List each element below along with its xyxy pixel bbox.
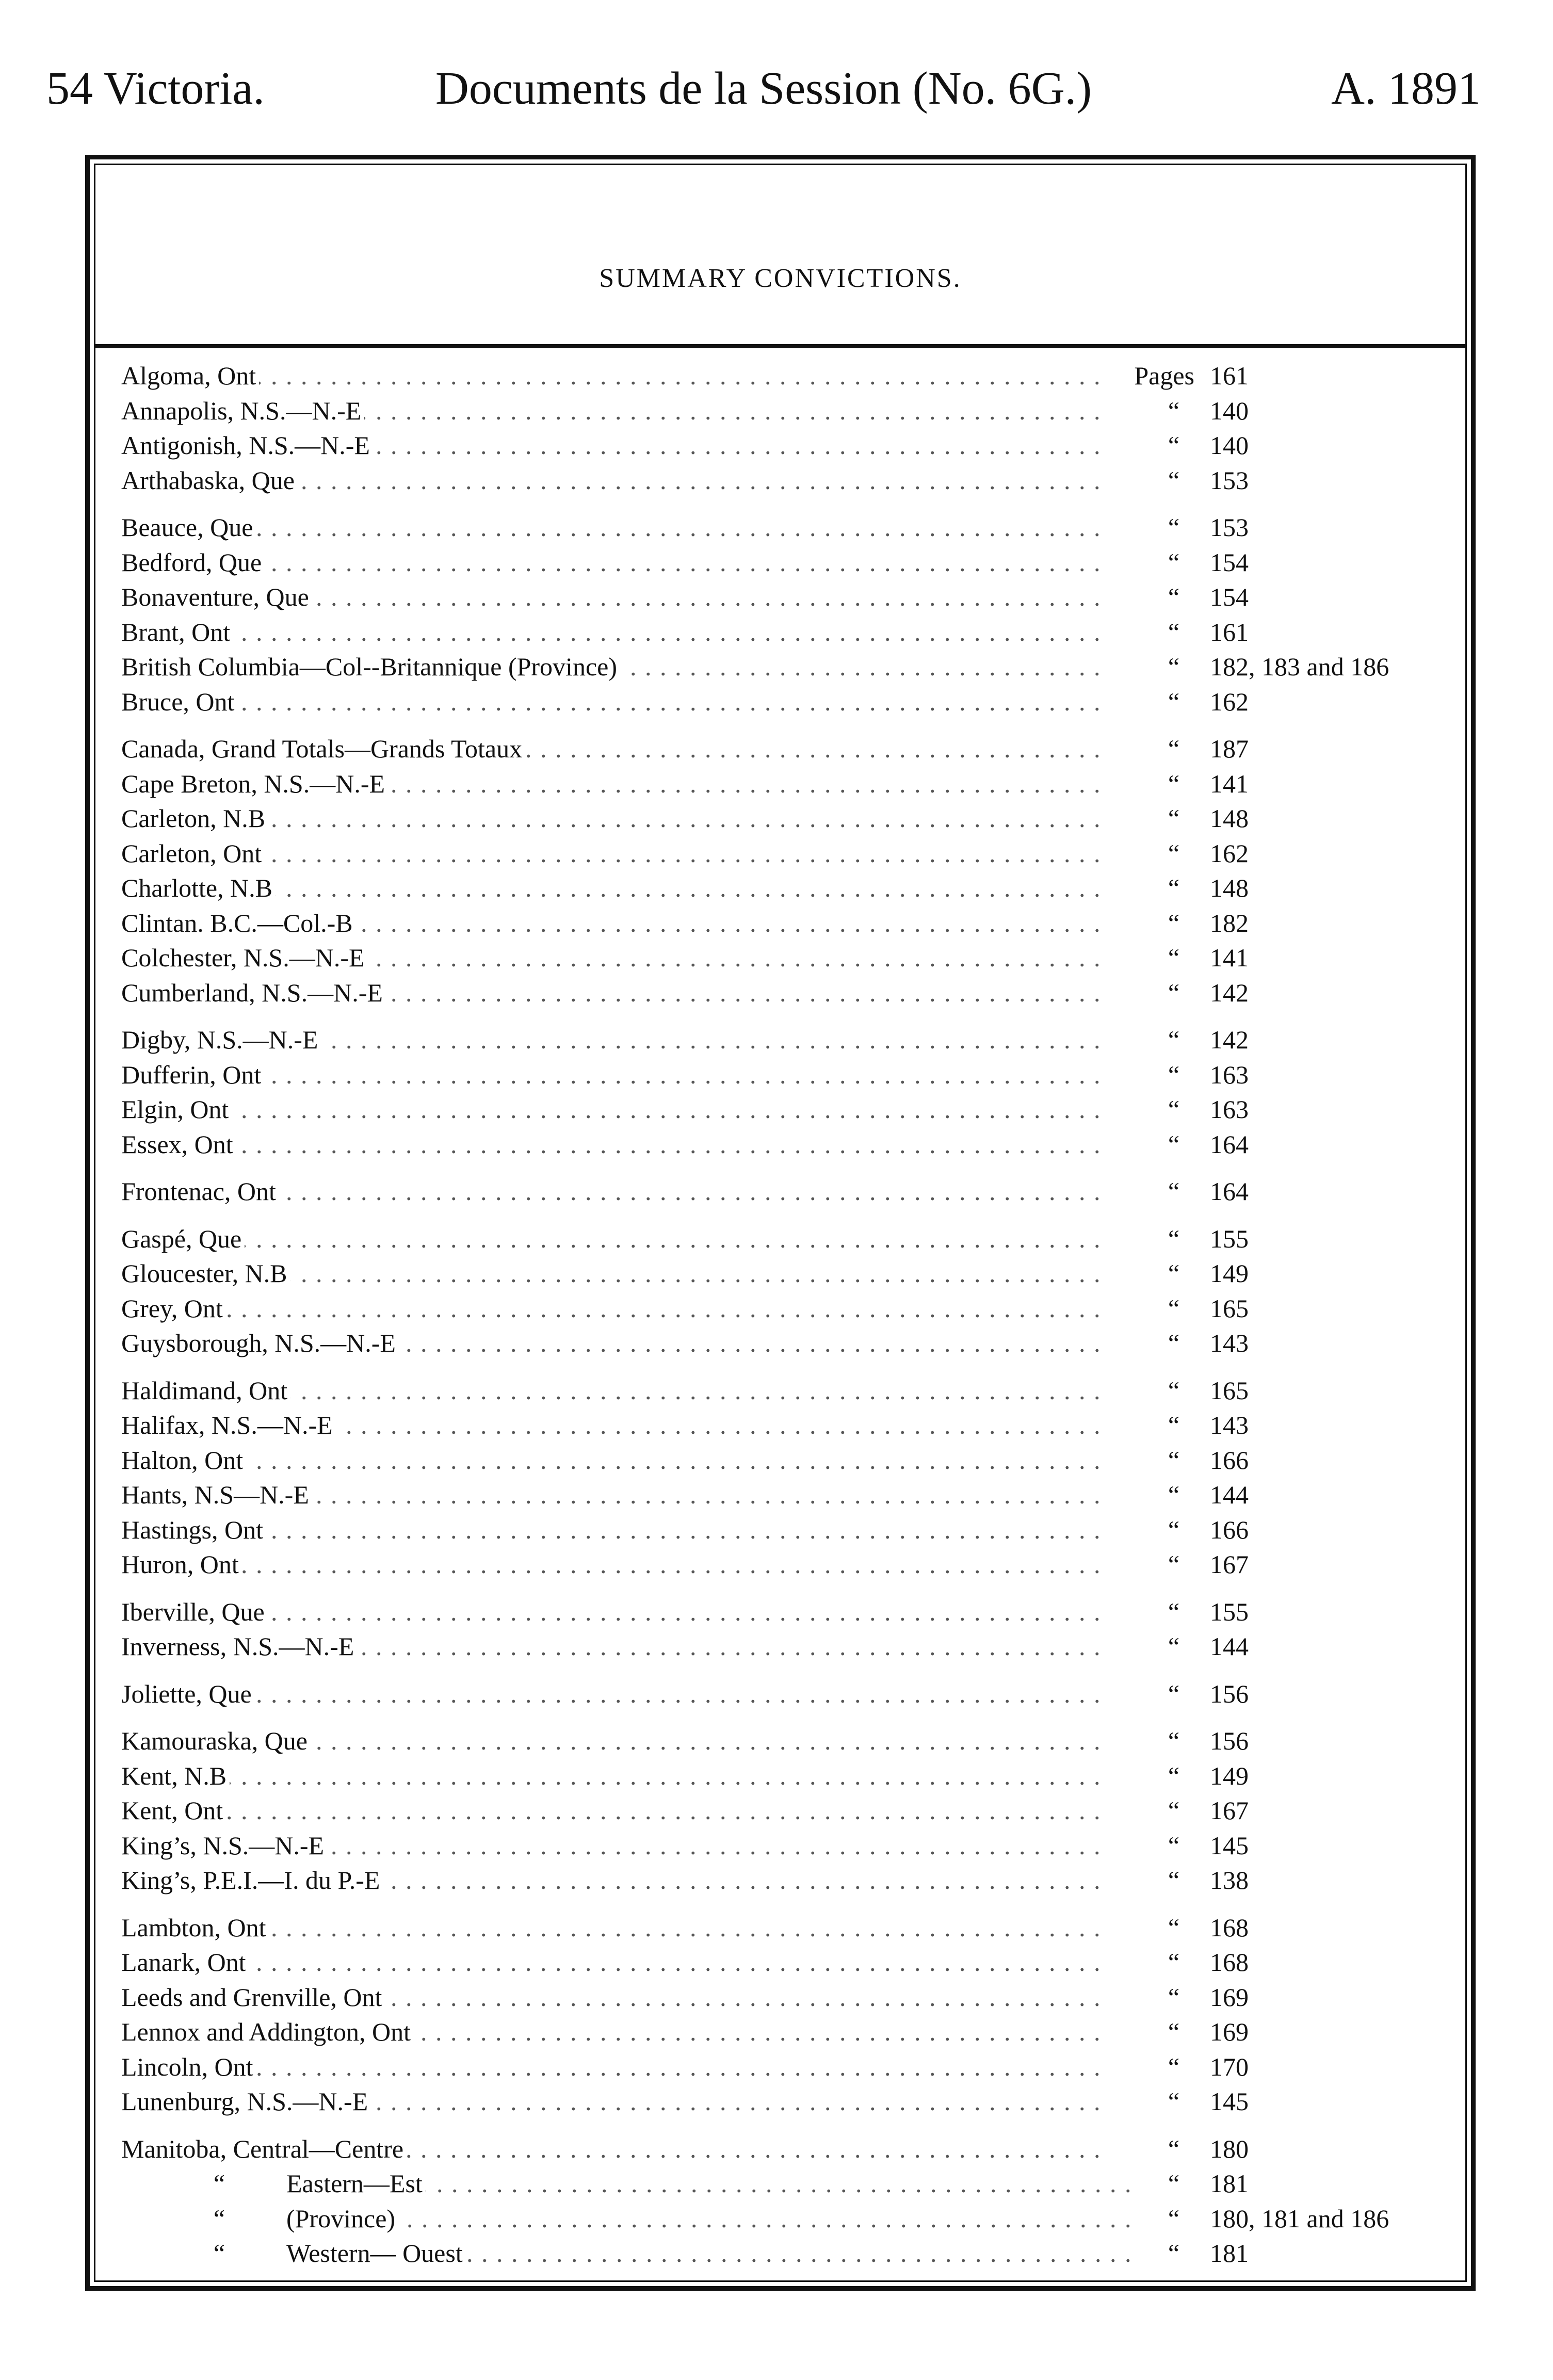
entry-name: Bonaventure, Que . . . xyxy=(121,580,1099,615)
entry-page: 143 xyxy=(1210,1329,1249,1357)
entry-page: 180 xyxy=(1210,2134,1249,2163)
entry-page: 170 xyxy=(1210,2052,1249,2081)
ditto-mark: “ xyxy=(1168,1445,1180,1475)
entry-name: Elgin, Ont . . . xyxy=(121,1092,1099,1127)
entry-name: Carleton, N.B . . . xyxy=(121,801,1099,836)
ditto-mark: “ xyxy=(1168,1095,1180,1124)
entry-page: 141 xyxy=(1210,769,1249,798)
index-entry xyxy=(121,1291,1442,1326)
ditto-mark: “ xyxy=(1168,769,1180,798)
index-entry xyxy=(121,428,1442,463)
ditto-mark: “ xyxy=(1168,1129,1180,1159)
entry-name: Clintan. B.C.—Col.-B . . . xyxy=(121,906,1099,941)
entry-page: 155 xyxy=(1210,1597,1249,1626)
page-header xyxy=(46,62,1481,129)
entry-page: 142 xyxy=(1210,978,1249,1007)
entry-page: 168 xyxy=(1210,1948,1249,1977)
index-entry xyxy=(121,545,1442,580)
entry-name: Digby, N.S.—N.-E . . . xyxy=(121,1023,1099,1058)
header-session: 54 Victoria. xyxy=(46,63,265,114)
index-entry xyxy=(121,836,1442,871)
entry-page: 149 xyxy=(1210,1259,1249,1288)
entry-name: Gloucester, N.B . . . xyxy=(121,1256,1099,1291)
ditto-mark: “ xyxy=(1168,431,1180,460)
ditto-mark: “ xyxy=(1168,687,1180,716)
entry-page: 181 xyxy=(1210,2169,1249,2198)
ditto-mark: “ xyxy=(1168,2169,1180,2198)
entry-name: Joliette, Que . . . xyxy=(121,1677,1099,1712)
index-entry xyxy=(121,732,1442,767)
entry-page: 148 xyxy=(1210,873,1249,902)
entry-name: Huron, Ont . . . xyxy=(121,1547,1099,1582)
entry-page: 144 xyxy=(1210,1632,1249,1661)
index-frame xyxy=(85,155,1476,2291)
ditto-mark: “ xyxy=(1168,617,1180,646)
entry-name: Lambton, Ont . . . xyxy=(121,1911,1099,1946)
entry-name: Halton, Ont . . . xyxy=(121,1443,1099,1478)
pages-label: Pages xyxy=(1134,361,1194,390)
ditto-mark: “ xyxy=(1168,943,1180,972)
header-document-title: Documents de la Session (No. 6G.) xyxy=(435,63,1092,114)
entry-page: 156 xyxy=(1210,1726,1249,1755)
ditto-mark: “ xyxy=(1168,734,1180,763)
entry-name: Canada, Grand Totals—Grands Totaux . . . xyxy=(121,732,1099,767)
ditto-mark: “ xyxy=(1168,652,1180,681)
entry-name: Iberville, Que . . . xyxy=(121,1595,1099,1630)
index-entry xyxy=(121,906,1442,941)
entry-name: Manitoba, Central—Centre . . . xyxy=(121,2132,1099,2167)
index-entry xyxy=(121,767,1442,802)
index-entry xyxy=(121,1326,1442,1361)
entry-name: Leeds and Grenville, Ont . . . xyxy=(121,1980,1099,2015)
ditto-mark: “ xyxy=(1168,465,1180,495)
entry-name: Hastings, Ont . . . xyxy=(121,1513,1099,1548)
index-entry xyxy=(121,1023,1442,1058)
index-entry xyxy=(121,1629,1442,1664)
entry-name: Antigonish, N.S.—N.-E . . . xyxy=(121,428,1099,463)
ditto-mark: “ xyxy=(1168,2204,1180,2233)
ditto-mark: “ xyxy=(1168,1948,1180,1977)
ditto-mark: “ xyxy=(1168,1632,1180,1661)
entry-name: Guysborough, N.S.—N.-E . . . xyxy=(121,1326,1099,1361)
sub-entry-ditto: “ xyxy=(213,2204,225,2233)
index-entry xyxy=(121,2166,1442,2201)
entry-page: 142 xyxy=(1210,1025,1249,1054)
ditto-mark: “ xyxy=(1168,2087,1180,2116)
ditto-mark: “ xyxy=(1168,804,1180,833)
entry-name: Frontenac, Ont . . . xyxy=(121,1174,1099,1209)
entry-page: 182, 183 and 186 xyxy=(1210,652,1389,681)
entry-name: Dufferin, Ont . . . xyxy=(121,1058,1099,1093)
ditto-mark: “ xyxy=(1168,1597,1180,1626)
header-year: A. 1891 xyxy=(1331,63,1481,114)
entry-name: Kamouraska, Que . . . xyxy=(121,1724,1099,1759)
entry-page: 156 xyxy=(1210,1679,1249,1708)
entry-page: 165 xyxy=(1210,1375,1249,1405)
entry-page: 153 xyxy=(1210,465,1249,495)
index-entry xyxy=(121,1127,1442,1162)
entry-name: Colchester, N.S.—N.-E . . . xyxy=(121,941,1099,976)
index-entry xyxy=(121,1828,1442,1864)
entry-name: Cape Breton, N.S.—N.-E . . . xyxy=(121,767,1099,802)
entry-name: Essex, Ont . . . xyxy=(121,1127,1099,1162)
ditto-mark: “ xyxy=(1168,1224,1180,1253)
ditto-mark: “ xyxy=(1168,908,1180,937)
index-entry xyxy=(121,1547,1442,1582)
index-entry xyxy=(121,1256,1442,1291)
ditto-mark: “ xyxy=(1168,1480,1180,1509)
entry-page: 143 xyxy=(1210,1411,1249,1439)
index-entry xyxy=(121,2084,1442,2119)
ditto-mark: “ xyxy=(1168,513,1180,542)
ditto-mark: “ xyxy=(1168,1726,1180,1755)
index-entry xyxy=(121,510,1442,545)
entry-name: King’s, N.S.—N.-E . . . xyxy=(121,1828,1099,1864)
entry-page: 138 xyxy=(1210,1866,1249,1895)
entry-page: 164 xyxy=(1210,1177,1249,1206)
index-entry xyxy=(121,801,1442,836)
entry-name: Bedford, Que . . . xyxy=(121,545,1099,580)
index-entry xyxy=(121,685,1442,720)
index-entry xyxy=(121,2236,1442,2271)
entry-name: Beauce, Que . . . xyxy=(121,510,1099,545)
ditto-mark: “ xyxy=(1168,1550,1180,1579)
index-entry xyxy=(121,1863,1442,1898)
ditto-mark: “ xyxy=(1168,838,1180,868)
entry-name: Charlotte, N.B . . . xyxy=(121,871,1099,906)
entry-page: 141 xyxy=(1210,943,1249,972)
index-entry xyxy=(121,580,1442,615)
index-list xyxy=(121,359,1442,2271)
index-entry xyxy=(121,1174,1442,1209)
ditto-mark: “ xyxy=(1168,1259,1180,1288)
entry-name: Lennox and Addington, Ont . . . xyxy=(121,2015,1099,2050)
entry-page: 140 xyxy=(1210,396,1249,425)
entry-name: “ Eastern—Est . . . xyxy=(152,2166,1130,2201)
entry-page: 164 xyxy=(1210,1129,1249,1159)
entry-name: “ (Province) . . . xyxy=(152,2201,1130,2237)
entry-page: 155 xyxy=(1210,1224,1249,1253)
index-entry xyxy=(121,650,1442,685)
index-entry xyxy=(121,1513,1442,1548)
entry-page: 168 xyxy=(1210,1913,1249,1942)
entry-page: 180, 181 and 186 xyxy=(1210,2204,1389,2233)
index-entry xyxy=(121,2050,1442,2085)
index-entry xyxy=(121,1677,1442,1712)
entry-name: Cumberland, N.S.—N.-E . . . xyxy=(121,976,1099,1011)
index-entry xyxy=(121,871,1442,906)
ditto-mark: “ xyxy=(1168,1329,1180,1357)
index-entry xyxy=(121,1373,1442,1408)
entry-page: 154 xyxy=(1210,582,1249,611)
entry-name: Gaspé, Que . . . xyxy=(121,1222,1099,1257)
entry-name: Kent, N.B . . . xyxy=(121,1759,1099,1794)
entry-page: 165 xyxy=(1210,1293,1249,1323)
index-entry xyxy=(121,1595,1442,1630)
entry-name: Arthabaska, Que . . . xyxy=(121,463,1099,498)
entry-page: 182 xyxy=(1210,908,1249,937)
entry-page: 187 xyxy=(1210,734,1249,763)
entry-page: 149 xyxy=(1210,1761,1249,1790)
ditto-mark: “ xyxy=(1168,1796,1180,1825)
entry-page: 161 xyxy=(1210,361,1249,390)
entry-page: 163 xyxy=(1210,1060,1249,1089)
ditto-mark: “ xyxy=(1168,1293,1180,1323)
index-entry xyxy=(121,1222,1442,1257)
entry-name: British Columbia—Col--Britannique (Province) . . . xyxy=(121,650,1099,685)
entry-page: 162 xyxy=(1210,687,1249,716)
index-entry xyxy=(121,2015,1442,2050)
ditto-mark: “ xyxy=(1168,582,1180,611)
index-entry xyxy=(121,1759,1442,1794)
entry-page: 145 xyxy=(1210,1831,1249,1860)
entry-page: 166 xyxy=(1210,1445,1249,1475)
index-entry xyxy=(121,1911,1442,1946)
ditto-mark: “ xyxy=(1168,1761,1180,1790)
index-entry xyxy=(121,2132,1442,2167)
entry-name: Brant, Ont . . . xyxy=(121,615,1099,650)
ditto-mark: “ xyxy=(1168,1025,1180,1054)
entry-page: 144 xyxy=(1210,1480,1249,1509)
entry-name: Lanark, Ont . . . xyxy=(121,1945,1099,1980)
index-title: SUMMARY CONVICTIONS. xyxy=(599,264,962,293)
entry-name: Lincoln, Ont . . . xyxy=(121,2050,1099,2085)
index-entry xyxy=(121,1478,1442,1513)
entry-page: 163 xyxy=(1210,1095,1249,1124)
index-entry xyxy=(121,359,1442,394)
entry-page: 169 xyxy=(1210,2017,1249,2046)
entry-name: Algoma, Ont . . . xyxy=(121,359,1099,394)
index-entry xyxy=(121,1443,1442,1478)
entry-name: Grey, Ont . . . xyxy=(121,1291,1099,1326)
entry-name: Hants, N.S—N.-E . . . xyxy=(121,1478,1099,1513)
ditto-mark: “ xyxy=(1168,1177,1180,1206)
title-row xyxy=(95,165,1465,348)
entry-page: 167 xyxy=(1210,1550,1249,1579)
ditto-mark: “ xyxy=(1168,1515,1180,1544)
index-entry xyxy=(121,394,1442,429)
entry-page: 145 xyxy=(1210,2087,1249,2116)
ditto-mark: “ xyxy=(1168,1679,1180,1708)
ditto-mark: “ xyxy=(1168,1982,1180,2012)
entry-page: 166 xyxy=(1210,1515,1249,1544)
ditto-mark: “ xyxy=(1168,1866,1180,1895)
ditto-mark: “ xyxy=(1168,2239,1180,2268)
index-entry xyxy=(121,1724,1442,1759)
ditto-mark: “ xyxy=(1168,2134,1180,2163)
index-entry xyxy=(121,463,1442,498)
index-entry xyxy=(121,1058,1442,1093)
index-entry xyxy=(121,1092,1442,1127)
entry-page: 154 xyxy=(1210,547,1249,577)
entry-name: Haldimand, Ont . . . xyxy=(121,1373,1099,1408)
entry-name: Kent, Ont . . . xyxy=(121,1793,1099,1828)
index-entry xyxy=(121,1408,1442,1443)
ditto-mark: “ xyxy=(1168,547,1180,577)
entry-name: Halifax, N.S.—N.-E . . . xyxy=(121,1408,1099,1443)
entry-page: 169 xyxy=(1210,1982,1249,2012)
entry-page: 167 xyxy=(1210,1796,1249,1825)
ditto-mark: “ xyxy=(1168,873,1180,902)
entry-page: 162 xyxy=(1210,838,1249,868)
entry-name: Inverness, N.S.—N.-E . . . xyxy=(121,1629,1099,1664)
entry-name: Carleton, Ont . . . xyxy=(121,836,1099,871)
ditto-mark: “ xyxy=(1168,1831,1180,1860)
sub-entry-ditto: “ xyxy=(213,2169,225,2198)
entry-page: 140 xyxy=(1210,431,1249,460)
ditto-mark: “ xyxy=(1168,2052,1180,2081)
entry-name: “ Western— Ouest . . . xyxy=(152,2236,1130,2271)
sub-entry-ditto: “ xyxy=(213,2239,225,2268)
ditto-mark: “ xyxy=(1168,2017,1180,2046)
ditto-mark: “ xyxy=(1168,1411,1180,1439)
ditto-mark: “ xyxy=(1168,978,1180,1007)
entry-page: 153 xyxy=(1210,513,1249,542)
ditto-mark: “ xyxy=(1168,1913,1180,1942)
entry-page: 161 xyxy=(1210,617,1249,646)
ditto-mark: “ xyxy=(1168,396,1180,425)
entry-name: King’s, P.E.I.—I. du P.-E . . . xyxy=(121,1863,1099,1898)
index-entry xyxy=(121,976,1442,1011)
index-entry xyxy=(121,1980,1442,2015)
entry-name: Bruce, Ont . . . xyxy=(121,685,1099,720)
index-entry xyxy=(121,2201,1442,2237)
entry-name: Lunenburg, N.S.—N.-E . . . xyxy=(121,2084,1099,2119)
index-frame-inner xyxy=(94,164,1467,2282)
index-entry xyxy=(121,1945,1442,1980)
index-entry xyxy=(121,615,1442,650)
ditto-mark: “ xyxy=(1168,1060,1180,1089)
index-entry xyxy=(121,941,1442,976)
index-entry xyxy=(121,1793,1442,1828)
entry-page: 148 xyxy=(1210,804,1249,833)
entry-page: 181 xyxy=(1210,2239,1249,2268)
ditto-mark: “ xyxy=(1168,1375,1180,1405)
entry-name: Annapolis, N.S.—N.-E . . . xyxy=(121,394,1099,429)
